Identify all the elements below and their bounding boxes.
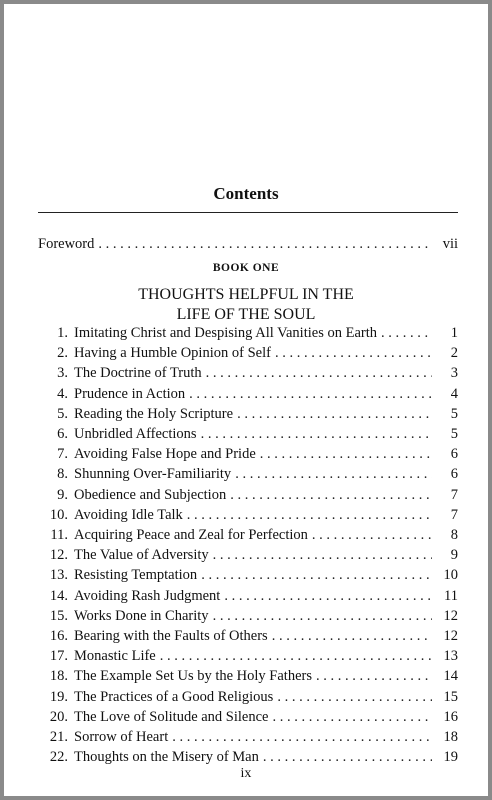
toc-page-number: 14 [443,668,458,685]
toc-entry-chapter [38,567,458,587]
leader-dots [230,487,432,504]
toc-page-number: 12 [443,628,458,644]
chapter-number: 1. [57,325,68,341]
chapter-title: Bearing with the Faults of Others [74,628,268,644]
chapter-title: Unbridled Affections [74,426,197,442]
chapter-title: The Example Set Us by the Holy Fathers [74,668,312,685]
toc-page-number: 4 [450,385,458,402]
page-title: Contents [213,184,279,203]
leader-dots [312,527,432,544]
leader-dots [277,689,432,706]
leader-dots [235,466,432,483]
book-label: BOOK ONE [212,262,280,274]
chapter-title: Shunning Over-Familiarity [74,466,232,483]
toc-page-number: 3 [450,365,458,382]
chapter-title: Prudence in Action [74,385,186,402]
toc-page-number: 9 [450,547,458,564]
toc-entry-chapter [38,466,458,486]
toc-entry-chapter [38,325,458,345]
toc-page-number: vii [442,236,458,252]
toc-entry-chapter [38,406,458,426]
chapter-title: Resisting Temptation [74,567,198,584]
toc-entry-chapter [38,527,458,547]
chapter-title: Avoiding Rash Judgment [74,587,221,604]
chapter-title: Monastic Life [74,648,156,665]
leader-dots [263,749,432,766]
toc-page-number: 2 [450,345,458,362]
toc-entry-chapter [38,547,458,567]
book-title-line1: THOUGHTS HELPFUL IN THE [138,286,354,303]
leader-dots [260,446,432,463]
chapter-title: Having a Humble Opinion of Self [74,345,271,362]
leader-dots [237,406,432,423]
leader-dots [201,567,432,584]
toc-page-number: 11 [444,587,458,604]
toc-page-number: 7 [450,506,458,523]
chapter-number: 10. [49,506,68,523]
toc-entry-chapter [38,668,458,688]
toc-page-number: 13 [443,648,458,665]
toc-entry-chapter [38,729,458,749]
chapter-number: 19. [49,688,68,705]
toc-entry-chapter [38,345,458,365]
chapter-number: 12. [49,547,68,564]
chapter-number: 11. [50,527,68,543]
toc-entry-chapter [38,709,458,729]
chapter-title: Acquiring Peace and Zeal for Perfection [74,527,308,543]
leader-dots [189,386,432,403]
chapter-title: Obedience and Subjection [74,486,227,503]
chapter-number: 7. [57,446,68,463]
toc-page-number: 1 [450,325,458,341]
toc-page-number: 16 [443,708,458,725]
chapter-title: Avoiding False Hope and Pride [74,446,256,463]
toc-entry-chapter [38,507,458,527]
chapter-title: Thoughts on the Misery of Man [74,749,259,766]
toc-page-number: 19 [443,749,458,766]
chapter-number: 5. [57,405,68,422]
toc-page-number: 18 [443,729,458,745]
toc-entry-chapter [38,426,458,446]
chapter-title: Imitating Christ and Despising All Vanities on Earth [74,325,377,341]
toc-page-number: 12 [443,607,458,624]
chapter-number: 20. [49,708,68,725]
chapter-number: 17. [49,648,68,665]
page-folio: ix [240,766,252,781]
leader-dots [172,729,432,746]
toc-page-number: 7 [450,486,458,503]
chapter-number: 22. [49,749,68,766]
leader-dots [213,547,432,564]
title-rule [38,212,458,213]
book-page [4,4,488,796]
toc-entry-label: Foreword [38,236,95,252]
chapter-title: Avoiding Idle Talk [74,506,183,523]
chapter-title: Sorrow of Heart [74,729,169,745]
leader-dots [316,668,432,685]
toc-entry-chapter [38,628,458,648]
toc-page-number: 5 [450,426,458,442]
toc-page-number: 6 [450,446,458,463]
leader-dots [98,236,432,253]
toc-entry-chapter [38,689,458,709]
leader-dots [273,709,433,726]
toc-page-number: 15 [443,688,458,705]
chapter-number: 13. [49,567,68,584]
chapter-title: The Value of Adversity [74,547,209,564]
toc-entry-chapter [38,446,458,466]
leader-dots [187,507,432,524]
leader-dots [224,588,432,605]
chapter-number: 9. [57,486,68,503]
book-title-line2: LIFE OF THE SOUL [176,306,316,323]
chapter-title: Works Done in Charity [74,607,209,624]
chapter-number: 16. [49,628,68,644]
leader-dots [213,608,432,625]
chapter-number: 18. [49,668,68,685]
chapter-number: 3. [57,365,68,382]
toc-entry-chapter [38,608,458,628]
toc-entry-chapter [38,588,458,608]
chapter-title: The Doctrine of Truth [74,365,202,382]
leader-dots [201,426,432,443]
leader-dots [381,325,432,342]
toc-entry-chapter [38,648,458,668]
chapter-number: 14. [49,587,68,604]
leader-dots [206,365,432,382]
chapter-number: 4. [57,385,68,402]
toc-entry-chapter [38,386,458,406]
toc-page-number: 8 [450,527,458,543]
leader-dots [275,345,432,362]
chapter-title: Reading the Holy Scripture [74,405,234,422]
chapter-number: 15. [49,607,68,624]
chapter-number: 6. [57,426,68,442]
chapter-title: The Love of Solitude and Silence [74,708,269,725]
toc-page-number: 5 [450,405,458,422]
toc-entry-chapter [38,487,458,507]
leader-dots [160,648,432,665]
toc-page-number: 6 [450,466,458,483]
toc-entry-chapter [38,365,458,385]
chapter-number: 2. [57,345,68,362]
leader-dots [272,628,432,645]
chapter-title: The Practices of a Good Religious [74,688,274,705]
chapter-number: 21. [49,729,68,745]
chapter-number: 8. [57,466,68,483]
toc-page-number: 10 [443,567,458,584]
toc-entry-foreword [38,236,458,256]
